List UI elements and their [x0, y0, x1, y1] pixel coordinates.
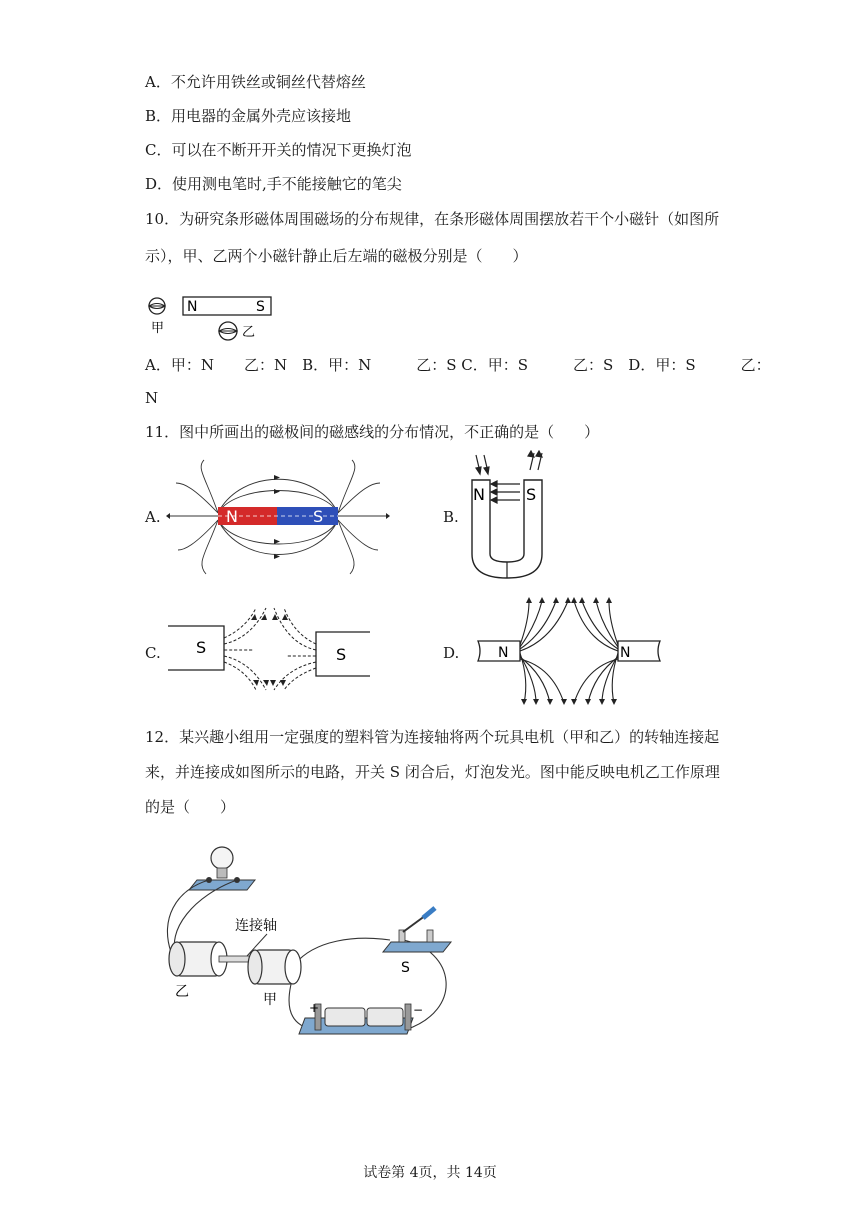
- battery-plus: +: [309, 1001, 320, 1015]
- fig-d-left: N: [498, 645, 509, 661]
- q11-label-b: B.: [443, 508, 459, 526]
- bar-magnet-n: N: [187, 299, 198, 315]
- q11-figure-c: [166, 598, 372, 698]
- fig-a-n: N: [226, 507, 238, 526]
- q11-stem: 11．图中所画出的磁极间的磁感线的分布情况，不正确的是（ ）: [145, 423, 600, 441]
- fig-a-s: S: [313, 507, 324, 526]
- q11-label-a: A.: [145, 508, 161, 526]
- q10-stem-line2: 示），甲、乙两个小磁针静止后左端的磁极分别是（ ）: [145, 247, 528, 265]
- fig-d-right: N: [620, 645, 631, 661]
- needle-jia-label: 甲: [151, 321, 165, 336]
- q12-stem-line1: 12．某兴趣小组用一定强度的塑料管为连接轴将两个玩具电机（甲和乙）的转轴连接起: [145, 728, 720, 746]
- q11-figure-d: [474, 595, 664, 707]
- fig-c-right: S: [336, 645, 347, 664]
- q9-option-a: A．不允许用铁丝或铜丝代替熔丝: [145, 73, 366, 91]
- q11-label-c: C.: [145, 644, 161, 662]
- motor-yi-label: 乙: [175, 984, 189, 1000]
- motor-yi: [169, 942, 227, 976]
- q10-figure: [140, 288, 290, 348]
- q10-stem-line1: 10．为研究条形磁体周围磁场的分布规律，在条形磁体周围摆放若干个小磁针（如图所: [145, 210, 720, 228]
- needle-yi-label: 乙: [242, 325, 256, 340]
- needle-jia: [149, 298, 165, 314]
- battery-minus: −: [413, 1003, 424, 1017]
- q11-figure-a: [166, 458, 392, 580]
- motor-jia: [248, 950, 301, 984]
- q12-stem-line2: 来，并连接成如图所示的电路，开关 S 闭合后，灯泡发光。图中能反映电机乙工作原理: [145, 763, 720, 781]
- q9-option-c: C．可以在不断开开关的情况下更换灯泡: [145, 141, 412, 159]
- fig-c-left: S: [196, 638, 207, 657]
- switch-label: S: [401, 960, 410, 976]
- motor-jia-label: 甲: [263, 992, 277, 1008]
- fig-b-s: S: [526, 485, 537, 504]
- q9-option-b: B．用电器的金属外壳应该接地: [145, 107, 352, 125]
- needle-yi: [219, 322, 237, 340]
- q11-figure-b: [462, 450, 572, 584]
- page-footer: 试卷第 4页，共 14页: [363, 1165, 497, 1181]
- q10-options: A．甲：N 乙：N B．甲：N 乙：S C．甲：S 乙：S D．甲：S 乙：: [145, 356, 771, 374]
- bar-magnet-s: S: [256, 299, 265, 315]
- q12-circuit-figure: [155, 840, 465, 1065]
- switch: [383, 908, 451, 952]
- q9-option-d: D．使用测电笔时,手不能接触它的笔尖: [145, 175, 402, 193]
- fig-b-n: N: [473, 485, 485, 504]
- q10-options-wrap: N: [145, 389, 159, 407]
- q12-stem-line3: 的是（ ）: [145, 798, 236, 816]
- q11-label-d: D.: [443, 644, 460, 662]
- axis-label: 连接轴: [235, 918, 277, 934]
